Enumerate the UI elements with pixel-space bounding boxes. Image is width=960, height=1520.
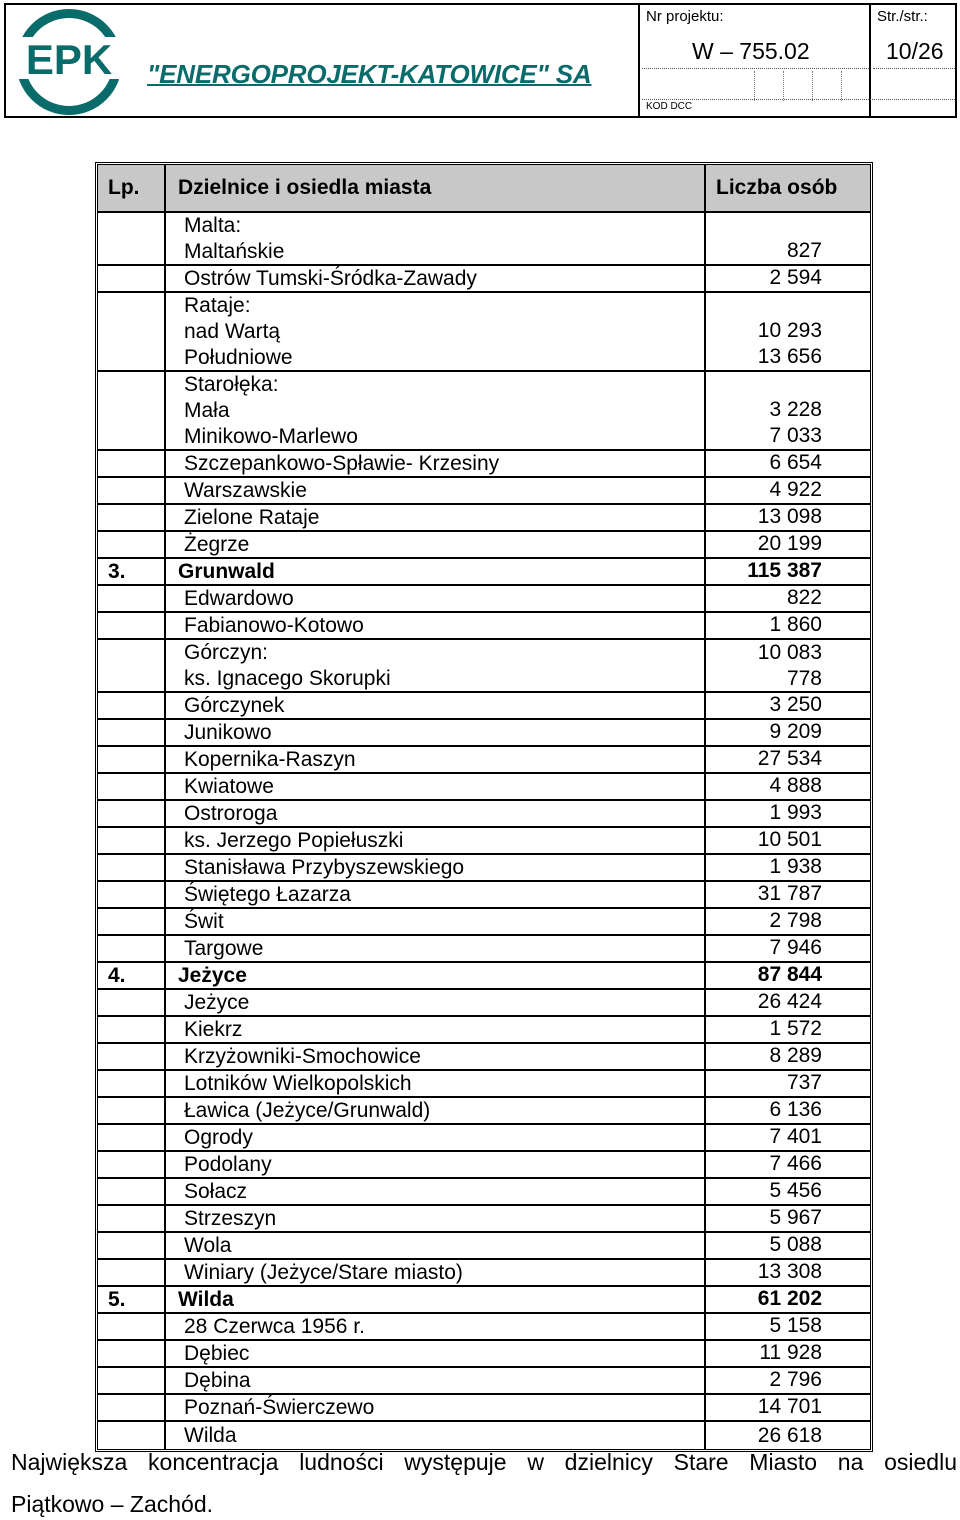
dotted-rule bbox=[642, 99, 955, 100]
table-row bbox=[98, 1017, 870, 1044]
header-district: Dzielnice i osiedla miasta bbox=[166, 165, 706, 211]
row-lp: 4. bbox=[98, 963, 166, 988]
table-row bbox=[98, 1422, 870, 1449]
row-count-cell bbox=[706, 640, 870, 691]
table-row bbox=[98, 1098, 870, 1125]
district-name: Winiary (Jeżyce/Stare miasto) bbox=[184, 1260, 463, 1284]
population-count: 5 158 bbox=[769, 1314, 822, 1337]
table-row bbox=[98, 1395, 870, 1422]
row-name-cell bbox=[166, 613, 706, 638]
row-count-cell bbox=[706, 1233, 870, 1258]
row-name-cell bbox=[166, 505, 706, 530]
row-name-cell bbox=[166, 828, 706, 853]
row-name-cell bbox=[166, 936, 706, 961]
population-count: 7 033 bbox=[769, 424, 822, 447]
row-count-cell bbox=[706, 1368, 870, 1393]
population-table bbox=[95, 162, 873, 1452]
row-name-cell bbox=[166, 1017, 706, 1042]
population-count: 2 798 bbox=[769, 909, 822, 932]
dotted-rule bbox=[873, 68, 955, 69]
row-lp bbox=[98, 1314, 166, 1339]
row-count-cell bbox=[706, 720, 870, 745]
row-lp bbox=[98, 1341, 166, 1366]
row-lp bbox=[98, 1152, 166, 1177]
row-name-cell bbox=[166, 372, 706, 449]
population-count: 14 701 bbox=[757, 1395, 822, 1418]
population-count: 5 456 bbox=[769, 1179, 822, 1202]
row-name-cell bbox=[166, 1233, 706, 1258]
population-count: 4 922 bbox=[769, 478, 822, 501]
row-lp bbox=[98, 613, 166, 638]
population-count: 5 967 bbox=[769, 1206, 822, 1229]
population-count: 3 250 bbox=[769, 693, 822, 716]
row-name-cell bbox=[166, 1341, 706, 1366]
row-count-cell bbox=[706, 1098, 870, 1123]
table-row bbox=[98, 936, 870, 963]
population-count: 13 656 bbox=[757, 345, 822, 368]
row-lp: 5. bbox=[98, 1287, 166, 1312]
district-name: Strzeszyn bbox=[184, 1206, 277, 1230]
district-name: Edwardowo bbox=[184, 586, 294, 610]
page-number-label: Str./str.: bbox=[877, 8, 928, 25]
project-number-value: W – 755.02 bbox=[692, 38, 810, 64]
table-row bbox=[98, 293, 870, 372]
row-name-cell bbox=[166, 1395, 706, 1420]
table-row bbox=[98, 1206, 870, 1233]
row-lp bbox=[98, 1233, 166, 1258]
row-lp bbox=[98, 990, 166, 1015]
row-name-cell bbox=[166, 1368, 706, 1393]
row-lp bbox=[98, 451, 166, 476]
table-row bbox=[98, 1260, 870, 1287]
population-count: 13 308 bbox=[757, 1260, 822, 1283]
row-lp bbox=[98, 1422, 166, 1449]
district-name: ks. Jerzego Popiełuszki bbox=[184, 828, 404, 852]
row-name-cell bbox=[166, 909, 706, 934]
row-lp bbox=[98, 747, 166, 772]
row-lp bbox=[98, 909, 166, 934]
row-lp bbox=[98, 936, 166, 961]
header-divider bbox=[638, 5, 640, 116]
row-name-cell bbox=[166, 293, 706, 370]
district-name: Fabianowo-Kotowo bbox=[184, 613, 364, 637]
row-count-cell bbox=[706, 801, 870, 826]
dcc-box bbox=[754, 71, 755, 101]
population-count: 4 888 bbox=[769, 774, 822, 797]
row-name-cell bbox=[166, 1152, 706, 1177]
row-name-cell bbox=[166, 266, 706, 291]
row-name-cell bbox=[166, 478, 706, 503]
row-count-cell bbox=[706, 1071, 870, 1096]
row-count-cell bbox=[706, 1395, 870, 1420]
population-count: 87 844 bbox=[757, 963, 822, 986]
table-row bbox=[98, 505, 870, 532]
row-count-cell bbox=[706, 266, 870, 291]
population-count: 1 860 bbox=[769, 613, 822, 636]
district-name: Ławica (Jeżyce/Grunwald) bbox=[184, 1098, 431, 1122]
table-row bbox=[98, 640, 870, 693]
population-count: 61 202 bbox=[757, 1287, 822, 1310]
row-lp bbox=[98, 774, 166, 799]
population-count: 3 228 bbox=[769, 398, 822, 421]
row-lp bbox=[98, 586, 166, 611]
table-row bbox=[98, 801, 870, 828]
district-name: Rataje: bbox=[184, 293, 251, 317]
district-name: Kiekrz bbox=[184, 1017, 243, 1041]
row-name-cell bbox=[166, 747, 706, 772]
row-name-cell bbox=[166, 1071, 706, 1096]
table-row bbox=[98, 855, 870, 882]
district-name: Minikowo-Marlewo bbox=[184, 424, 358, 448]
table-row bbox=[98, 1233, 870, 1260]
row-count-cell bbox=[706, 293, 870, 370]
row-count-cell bbox=[706, 1314, 870, 1339]
population-count: 6 136 bbox=[769, 1098, 822, 1121]
population-count: 10 083 bbox=[757, 640, 822, 664]
district-name: Stanisława Przybyszewskiego bbox=[184, 855, 465, 879]
population-count: 1 572 bbox=[769, 1017, 822, 1040]
body-text-line: Piątkowo – Zachód. bbox=[11, 1491, 214, 1517]
row-count-cell bbox=[706, 774, 870, 799]
epk-logo bbox=[14, 7, 124, 117]
row-count-cell bbox=[706, 532, 870, 557]
district-name: Malta: bbox=[184, 213, 242, 237]
population-count: 9 209 bbox=[769, 720, 822, 743]
population-count: 7 401 bbox=[769, 1125, 822, 1148]
row-name-cell bbox=[166, 1098, 706, 1123]
district-name: Górczyn: bbox=[184, 640, 269, 664]
district-name: Junikowo bbox=[184, 720, 272, 744]
page-number-value: 10/26 bbox=[886, 38, 944, 64]
district-name: Grunwald bbox=[178, 559, 275, 583]
row-count-cell bbox=[706, 963, 870, 988]
row-lp bbox=[98, 532, 166, 557]
table-row bbox=[98, 1044, 870, 1071]
row-name-cell bbox=[166, 1314, 706, 1339]
district-name: Targowe bbox=[184, 936, 264, 960]
population-count: 10 293 bbox=[757, 319, 822, 342]
table-row bbox=[98, 372, 870, 451]
district-name: nad Wartą bbox=[184, 319, 281, 343]
row-count-cell bbox=[706, 909, 870, 934]
row-count-cell bbox=[706, 1422, 870, 1449]
row-name-cell bbox=[166, 1179, 706, 1204]
population-count: 20 199 bbox=[757, 532, 822, 555]
table-row bbox=[98, 693, 870, 720]
row-name-cell bbox=[166, 720, 706, 745]
row-name-cell bbox=[166, 963, 706, 988]
row-count-cell bbox=[706, 451, 870, 476]
row-name-cell bbox=[166, 532, 706, 557]
population-count: 115 387 bbox=[747, 559, 822, 582]
row-lp bbox=[98, 801, 166, 826]
company-name: "ENERGOPROJEKT-KATOWICE" SA bbox=[147, 59, 592, 89]
table-row bbox=[98, 828, 870, 855]
row-name-cell bbox=[166, 855, 706, 880]
table-row bbox=[98, 720, 870, 747]
row-count-cell bbox=[706, 1179, 870, 1204]
district-name: Mała bbox=[184, 398, 230, 422]
district-name: Świt bbox=[184, 909, 224, 933]
population-count: 822 bbox=[786, 586, 822, 609]
row-lp bbox=[98, 1071, 166, 1096]
row-count-cell bbox=[706, 855, 870, 880]
row-count-cell bbox=[706, 1341, 870, 1366]
district-name: Wilda bbox=[178, 1287, 234, 1311]
population-count: 2 594 bbox=[769, 266, 822, 289]
table-row bbox=[98, 1125, 870, 1152]
district-name: 28 Czerwca 1956 r. bbox=[184, 1314, 365, 1338]
row-name-cell bbox=[166, 559, 706, 584]
population-count: 1 993 bbox=[769, 801, 822, 824]
district-name: Szczepankowo-Spławie- Krzesiny bbox=[184, 451, 500, 475]
district-name: Żegrze bbox=[184, 532, 250, 556]
row-name-cell bbox=[166, 882, 706, 907]
header-lp: Lp. bbox=[98, 165, 166, 211]
district-name: Ogrody bbox=[184, 1125, 253, 1149]
table-row bbox=[98, 478, 870, 505]
district-name: Sołacz bbox=[184, 1179, 248, 1203]
row-lp bbox=[98, 478, 166, 503]
row-count-cell bbox=[706, 1125, 870, 1150]
row-lp bbox=[98, 1125, 166, 1150]
population-count: 7 466 bbox=[769, 1152, 822, 1175]
row-count-cell bbox=[706, 828, 870, 853]
row-name-cell bbox=[166, 640, 706, 691]
population-count: 27 534 bbox=[757, 747, 822, 770]
row-count-cell bbox=[706, 372, 870, 449]
row-count-cell bbox=[706, 1152, 870, 1177]
dcc-box bbox=[841, 71, 842, 101]
row-count-cell bbox=[706, 586, 870, 611]
row-count-cell bbox=[706, 213, 870, 264]
row-lp bbox=[98, 1368, 166, 1393]
district-name: Wola bbox=[184, 1233, 232, 1257]
district-name: Południowe bbox=[184, 345, 293, 369]
population-count: 6 654 bbox=[769, 451, 822, 474]
district-row bbox=[98, 963, 870, 990]
project-number-label: Nr projektu: bbox=[646, 8, 724, 25]
row-count-cell bbox=[706, 936, 870, 961]
row-lp bbox=[98, 640, 166, 691]
district-name: Starołęka: bbox=[184, 372, 279, 396]
row-name-cell bbox=[166, 451, 706, 476]
row-lp bbox=[98, 266, 166, 291]
district-name: Poznań-Świerczewo bbox=[184, 1395, 375, 1419]
row-lp bbox=[98, 720, 166, 745]
table-row bbox=[98, 613, 870, 640]
district-row bbox=[98, 559, 870, 586]
table-row bbox=[98, 774, 870, 801]
district-name: Wilda bbox=[184, 1423, 237, 1447]
row-count-cell bbox=[706, 882, 870, 907]
row-name-cell bbox=[166, 990, 706, 1015]
document-header bbox=[4, 3, 957, 118]
district-name: Zielone Rataje bbox=[184, 505, 320, 529]
row-count-cell bbox=[706, 747, 870, 772]
district-name: Świętego Łazarza bbox=[184, 882, 351, 906]
table-body bbox=[98, 213, 870, 1449]
row-lp bbox=[98, 1017, 166, 1042]
row-name-cell bbox=[166, 586, 706, 611]
row-lp bbox=[98, 505, 166, 530]
table-row bbox=[98, 1071, 870, 1098]
row-lp bbox=[98, 213, 166, 264]
row-name-cell bbox=[166, 1206, 706, 1231]
row-name-cell bbox=[166, 774, 706, 799]
row-count-cell bbox=[706, 1260, 870, 1285]
row-lp bbox=[98, 882, 166, 907]
row-lp bbox=[98, 293, 166, 370]
table-row bbox=[98, 909, 870, 936]
row-name-cell bbox=[166, 1044, 706, 1069]
row-count-cell bbox=[706, 990, 870, 1015]
district-name: Warszawskie bbox=[184, 478, 307, 502]
row-count-cell bbox=[706, 559, 870, 584]
logo-cell bbox=[6, 5, 638, 116]
row-lp bbox=[98, 1179, 166, 1204]
table-row bbox=[98, 451, 870, 478]
district-name: Ostrów Tumski-Śródka-Zawady bbox=[184, 266, 477, 290]
row-name-cell bbox=[166, 693, 706, 718]
table-row bbox=[98, 266, 870, 293]
population-count: 778 bbox=[786, 666, 822, 690]
table-header-row bbox=[98, 165, 870, 213]
row-name-cell bbox=[166, 1287, 706, 1312]
row-lp bbox=[98, 693, 166, 718]
body-text-line: Największa koncentracja ludności występuje w dzielnicy Stare Miasto na osiedlu bbox=[11, 1449, 957, 1475]
population-count: 7 946 bbox=[769, 936, 822, 959]
population-count: 5 088 bbox=[769, 1233, 822, 1256]
population-count: 26 424 bbox=[757, 990, 822, 1013]
row-lp bbox=[98, 372, 166, 449]
table-row bbox=[98, 1179, 870, 1206]
row-lp bbox=[98, 1206, 166, 1231]
district-name: Górczynek bbox=[184, 693, 285, 717]
table-row bbox=[98, 1314, 870, 1341]
kod-dcc-label: KOD DCC bbox=[646, 101, 693, 112]
row-lp bbox=[98, 828, 166, 853]
district-name: Maltańskie bbox=[184, 239, 285, 263]
population-count: 13 098 bbox=[757, 505, 822, 528]
table-row bbox=[98, 1341, 870, 1368]
header-count: Liczba osób bbox=[716, 176, 838, 199]
row-name-cell bbox=[166, 1422, 706, 1449]
population-count: 10 501 bbox=[757, 828, 822, 851]
row-count-cell bbox=[706, 478, 870, 503]
table-row bbox=[98, 882, 870, 909]
district-row bbox=[98, 1287, 870, 1314]
district-name: Podolany bbox=[184, 1152, 272, 1176]
dcc-box bbox=[783, 71, 784, 101]
table-row bbox=[98, 1368, 870, 1395]
district-name: Kwiatowe bbox=[184, 774, 274, 798]
population-count: 11 928 bbox=[759, 1341, 822, 1364]
district-name: Jeżyce bbox=[178, 963, 247, 987]
row-count-cell bbox=[706, 505, 870, 530]
logo-text: EPK bbox=[25, 36, 113, 83]
district-name: Kopernika-Raszyn bbox=[184, 747, 356, 771]
row-name-cell bbox=[166, 801, 706, 826]
row-count-cell bbox=[706, 613, 870, 638]
population-count: 1 938 bbox=[769, 855, 822, 878]
row-name-cell bbox=[166, 1125, 706, 1150]
district-name: Krzyżowniki-Smochowice bbox=[184, 1044, 421, 1068]
row-lp: 3. bbox=[98, 559, 166, 584]
row-lp bbox=[98, 1098, 166, 1123]
table-row bbox=[98, 586, 870, 613]
district-name: Jeżyce bbox=[184, 990, 250, 1014]
dotted-rule bbox=[642, 68, 869, 69]
district-name: Dębiec bbox=[184, 1341, 250, 1365]
table-row bbox=[98, 1152, 870, 1179]
row-count-cell bbox=[706, 1044, 870, 1069]
population-count: 2 796 bbox=[769, 1368, 822, 1391]
row-count-cell bbox=[706, 1287, 870, 1312]
district-name: Ostroroga bbox=[184, 801, 278, 825]
row-count-cell bbox=[706, 693, 870, 718]
row-lp bbox=[98, 855, 166, 880]
population-count: 8 289 bbox=[769, 1044, 822, 1067]
district-name: ks. Ignacego Skorupki bbox=[184, 666, 391, 690]
population-count: 26 618 bbox=[757, 1424, 822, 1447]
population-count: 737 bbox=[786, 1071, 822, 1094]
row-lp bbox=[98, 1395, 166, 1420]
population-count: 31 787 bbox=[757, 882, 822, 905]
row-lp bbox=[98, 1260, 166, 1285]
district-name: Dębina bbox=[184, 1368, 251, 1392]
table-row bbox=[98, 532, 870, 559]
district-name: Lotników Wielkopolskich bbox=[184, 1071, 412, 1095]
row-count-cell bbox=[706, 1017, 870, 1042]
dcc-box bbox=[812, 71, 813, 101]
row-count-cell bbox=[706, 1206, 870, 1231]
row-name-cell bbox=[166, 213, 706, 264]
row-name-cell bbox=[166, 1260, 706, 1285]
table-row bbox=[98, 213, 870, 266]
table-row bbox=[98, 990, 870, 1017]
row-lp bbox=[98, 1044, 166, 1069]
table-row bbox=[98, 747, 870, 774]
population-count: 827 bbox=[786, 239, 822, 262]
